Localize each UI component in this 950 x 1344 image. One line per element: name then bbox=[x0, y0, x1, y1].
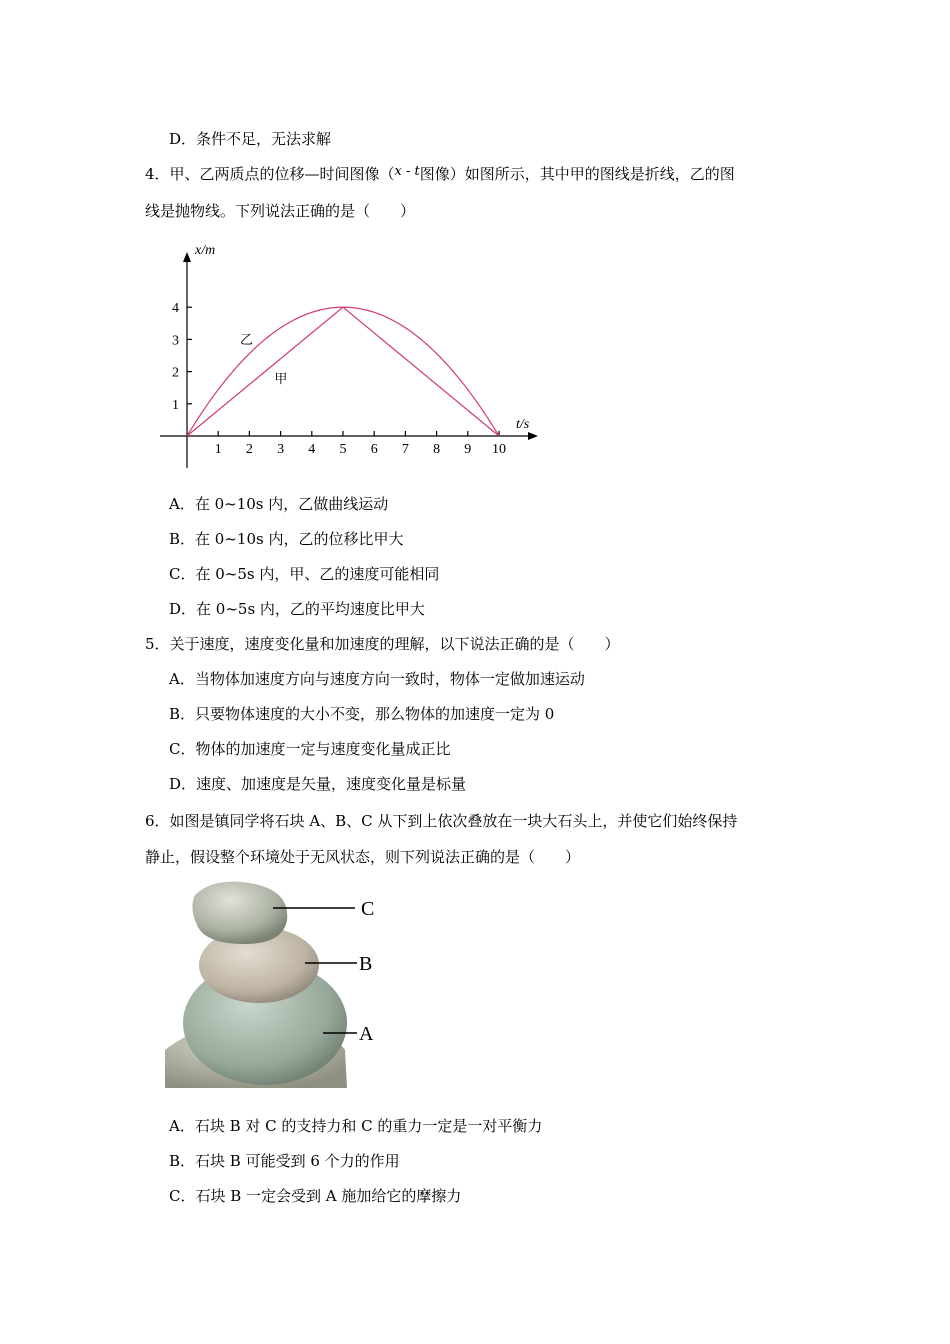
q5-option-b: B．只要物体速度的大小不变，那么物体的加速度一定为 0 bbox=[169, 705, 555, 723]
x-tick-label: 6 bbox=[370, 442, 378, 457]
q4-option-d: D．在 0~5s 内，乙的平均速度比甲大 bbox=[169, 600, 425, 618]
x-tick-label: 1 bbox=[214, 442, 222, 457]
stone-c bbox=[192, 882, 287, 944]
x-tick-label: 7 bbox=[401, 442, 409, 457]
q4-option-c: C．在 0~5s 内，甲、乙的速度可能相同 bbox=[169, 565, 440, 583]
q5-option-c: C．物体的加速度一定与速度变化量成正比 bbox=[169, 740, 451, 758]
x-tick-label: 3 bbox=[277, 442, 285, 457]
q4-stem-math: x - t bbox=[394, 164, 420, 179]
q5-option-a: A．当物体加速度方向与速度方向一致时，物体一定做加速运动 bbox=[169, 670, 585, 688]
y-axis-label: x/m bbox=[195, 243, 216, 258]
q4-stem-line2: 线是抛物线。下列说法正确的是（ ） bbox=[145, 202, 416, 220]
q5-stem: 5．关于速度，速度变化量和加速度的理解，以下说法正确的是（ ） bbox=[145, 635, 620, 653]
series-label-yi: 乙 bbox=[240, 333, 254, 349]
y-axis-arrow bbox=[183, 252, 191, 262]
q4-stem-part-a: 4．甲、乙两质点的位移—时间图像（ bbox=[145, 165, 395, 183]
q4-option-b: B．在 0~10s 内，乙的位移比甲大 bbox=[169, 530, 404, 548]
q6-option-c: C．石块 B 一定会受到 A 施加给它的摩擦力 bbox=[169, 1187, 462, 1205]
series-line-jia bbox=[187, 307, 499, 436]
x-tick-label: 5 bbox=[339, 442, 347, 457]
x-axis-label: t/s bbox=[516, 417, 530, 432]
series-line-yi bbox=[187, 307, 499, 436]
y-tick-label: 2 bbox=[172, 365, 179, 381]
q3-option-d: D．条件不足，无法求解 bbox=[169, 130, 332, 148]
y-tick-label: 4 bbox=[172, 301, 179, 317]
x-tick-label: 8 bbox=[433, 442, 441, 457]
q4-stem-line1 bbox=[145, 163, 735, 184]
q6-option-b: B．石块 B 可能受到 6 个力的作用 bbox=[169, 1152, 400, 1170]
q4-stem-part-b: 图像）如图所示，其中甲的图线是折线，乙的图 bbox=[419, 165, 735, 183]
series-label-jia: 甲 bbox=[274, 371, 288, 387]
q5-option-d: D．速度、加速度是矢量，速度变化量是标量 bbox=[169, 775, 467, 793]
xt-graph bbox=[150, 238, 550, 470]
label-b: B bbox=[359, 953, 373, 975]
x-tick-label: 9 bbox=[464, 442, 472, 457]
x-axis-arrow bbox=[528, 432, 538, 440]
q4-option-a: A．在 0~10s 内，乙做曲线运动 bbox=[169, 495, 389, 513]
label-a: A bbox=[359, 1023, 374, 1045]
q6-stem-line1: 6．如图是镇同学将石块 A、B、C 从下到上依次叠放在一块大石头上，并使它们始终保持 bbox=[145, 812, 738, 830]
stacked-stones-figure bbox=[165, 880, 385, 1088]
y-tick-label: 3 bbox=[172, 333, 179, 349]
x-tick-label: 10 bbox=[492, 442, 506, 457]
q6-option-a: A．石块 B 对 C 的支持力和 C 的重力一定是一对平衡力 bbox=[169, 1117, 543, 1135]
label-c: C bbox=[361, 898, 375, 920]
y-tick-label: 1 bbox=[172, 397, 179, 413]
x-tick-label: 4 bbox=[308, 442, 316, 457]
q6-stem-line2: 静止，假设整个环境处于无风状态，则下列说法正确的是（ ） bbox=[145, 848, 581, 866]
x-tick-label: 2 bbox=[245, 442, 253, 457]
